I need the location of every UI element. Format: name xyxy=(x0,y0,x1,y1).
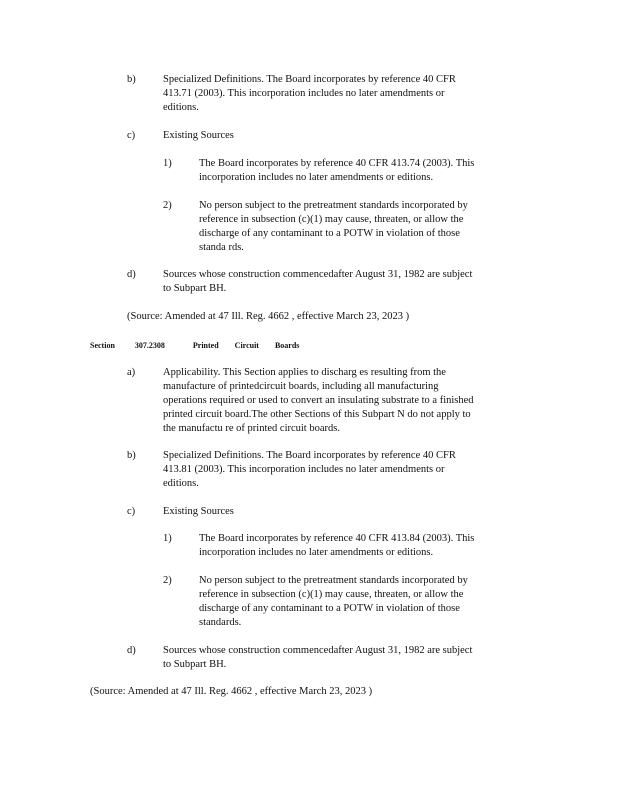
section-title-word: Boards xyxy=(274,341,300,350)
text-line: the manufactu re of printed circuit boards. xyxy=(163,423,340,434)
subsection-c-label: c) xyxy=(127,130,136,141)
subsection-c-label: c) xyxy=(127,506,136,517)
subsection-d-text xyxy=(163,644,515,672)
text-line: operations required or used to convert an insulating substrate to a finished xyxy=(163,395,474,406)
text-line: Applicability. This Section applies to discharg es resulting from the xyxy=(163,367,446,378)
section-word: Section xyxy=(90,341,115,350)
subsection-b-label: b) xyxy=(127,74,136,85)
text-line: reference in subsection (c)(1) may cause, threaten, or allow the xyxy=(199,214,464,225)
source-note: (Source: Amended at 47 Ill. Reg. 4662 , effective March 23, 2023 ) xyxy=(90,686,373,697)
subsection-c1-text xyxy=(199,532,517,560)
text-line: to Subpart BH. xyxy=(163,283,227,294)
text-line: No person subject to the pretreatment standards incorporated by xyxy=(199,200,468,211)
subsection-c2-label: 2) xyxy=(163,200,172,211)
subsection-c1-text xyxy=(199,157,517,185)
text-line: Sources whose construction commencedafter August 31, 1982 are subject xyxy=(163,269,473,280)
text-line: 413.71 (2003). This incorporation includes no later amendments or xyxy=(163,88,445,99)
text-line: discharge of any contaminant to a POTW in violation of those xyxy=(199,603,460,614)
text-line: incorporation includes no later amendments or editions. xyxy=(199,547,434,558)
text-line: No person subject to the pretreatment standards incorporated by xyxy=(199,575,468,586)
text-line: Specialized Definitions. The Board incorporates by reference 40 CFR xyxy=(163,74,456,85)
section-heading xyxy=(90,339,299,353)
text-line: The Board incorporates by reference 40 CFR 413.84 (2003). This xyxy=(199,533,475,544)
text-line: standards. xyxy=(199,617,242,628)
subsection-b-text xyxy=(163,449,515,491)
text-line: The Board incorporates by reference 40 CFR 413.74 (2003). This xyxy=(199,158,475,169)
text-line: incorporation includes no later amendments or editions. xyxy=(199,172,434,183)
subsection-c1-label: 1) xyxy=(163,533,172,544)
subsection-c-text: Existing Sources xyxy=(163,506,234,517)
text-line: standa rds. xyxy=(199,242,244,253)
text-line: Sources whose construction commencedafter August 31, 1982 are subject xyxy=(163,645,473,656)
subsection-c2-text xyxy=(199,199,509,255)
subsection-c-text: Existing Sources xyxy=(163,130,234,141)
subsection-c2-text xyxy=(199,574,509,630)
source-note: (Source: Amended at 47 Ill. Reg. 4662 , effective March 23, 2023 ) xyxy=(127,311,410,322)
subsection-c1-label: 1) xyxy=(163,158,172,169)
text-line: to Subpart BH. xyxy=(163,659,227,670)
subsection-d-label: d) xyxy=(127,269,136,280)
text-line: manufacture of printedcircuit boards, including all manufacturing xyxy=(163,381,439,392)
text-line: editions. xyxy=(163,478,199,489)
text-line: editions. xyxy=(163,102,199,113)
text-line: 413.81 (2003). This incorporation includes no later amendments or xyxy=(163,464,445,475)
section-title-word: Circuit xyxy=(234,341,259,350)
subsection-a-text xyxy=(163,366,517,436)
section-title-word: Printed xyxy=(192,341,219,350)
text-line: discharge of any contaminant to a POTW in violation of those xyxy=(199,228,460,239)
text-line: printed circuit board.The other Sections of this Subpart N do not apply to xyxy=(163,409,471,420)
subsection-a-label: a) xyxy=(127,367,136,378)
text-line: Specialized Definitions. The Board incorporates by reference 40 CFR xyxy=(163,450,456,461)
section-number: 307.2308 xyxy=(134,341,165,350)
text-line: reference in subsection (c)(1) may cause, threaten, or allow the xyxy=(199,589,464,600)
subsection-c2-label: 2) xyxy=(163,575,172,586)
subsection-b-text xyxy=(163,73,515,115)
subsection-d-text xyxy=(163,268,515,296)
subsection-b-label: b) xyxy=(127,450,136,461)
subsection-d-label: d) xyxy=(127,645,136,656)
